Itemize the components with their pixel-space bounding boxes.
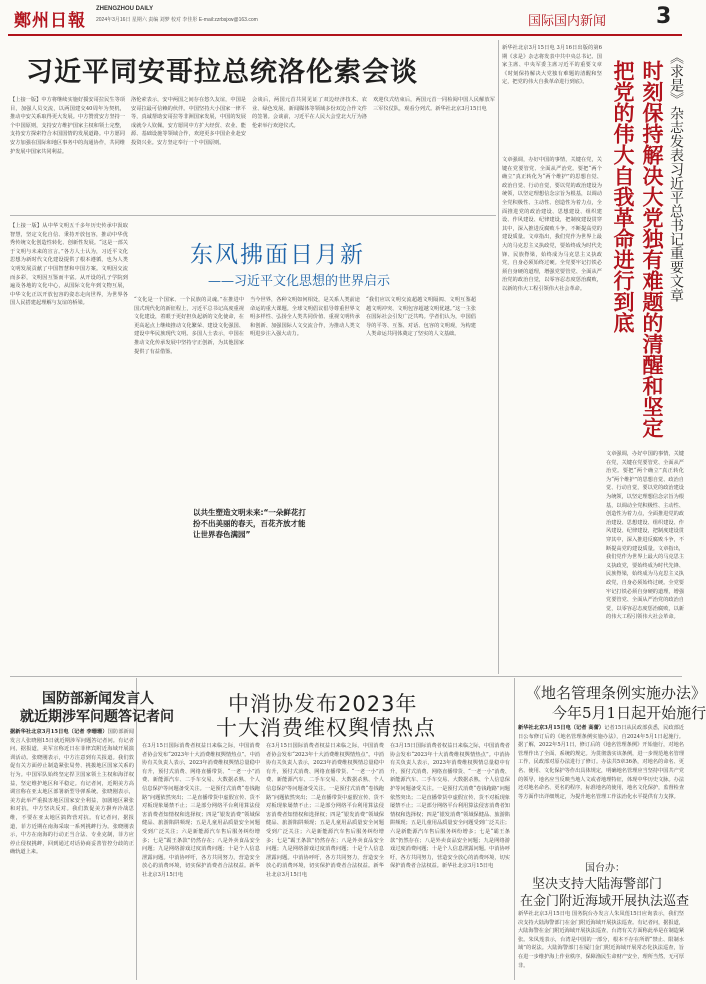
- divider-right-column: [514, 678, 515, 980]
- regulation-body: [518, 724, 684, 854]
- regulation-headline-2: 今年5月1日起开始施行: [552, 704, 706, 722]
- defense-dateline: 据新华社北京3月15日电（记者 李珊珊）: [10, 729, 108, 735]
- issue-info: 2024年3月16日 星期六 责编 刘梦 校对 李佳彤 E-mail:zzrbsjxw@163.com: [96, 17, 258, 23]
- consumer-col-2: 在3月15日国际消费者权益日来临之际，中国消费者协会发布“2023年十大消费维权舆情热点”。中消协有关负责人表示，2023年消费维权舆情总量稳中有升，预付式消费、网络直播带货、“一老一小”消费、新能源汽车、二手车交易、大数据杀熟、个人信息保护等问题备受关注。一是预付式消费“卷钱跑路”问题依然突出；二是直播带货中虚假宣传、货不对板现象屡禁不止；三是部分网络平台利用算法侵害消费者知情权和选择权；四是“银发消费”领域保健品、旅游陷阱频现；五是儿童用品质量安全问题受到广泛关注；六是新能源汽车售后服务纠纷增多；七是“霸王条款”仍然存在；八是外卖食品安全问题；九是网络游戏过度消费问题；十是个人信息泄露问题。中消协呼吁，各方共同努力，营造安全放心的消费环境，切实保护消费者合法权益。新华社北京3月15日电: [266, 743, 384, 878]
- consumer-headline-2: 十大消费维权舆情热点: [216, 716, 436, 740]
- defense-text: 国防部新闻发言人张晓刚15日就近期涉军问题答记者问。有记者问，据报道，美军宣称近日在菲律宾附近海域开展演训活动。张晓刚表示，中方注意到有关报道。我们敦促有关方面停止制造紧张局势、挑拨地区国家关系的行为。中国军队始终坚定捍卫国家领土主权和海洋权益，坚定维护地区和平稳定。有记者问，近期美方高调宣称在亚太地区部署新型导弹系统。张晓刚表示，美方此举严重损害地区国家安全利益，加剧地区紧张和对抗，中方坚决反对。我们敦促美方摒弃冷战思维，不要在亚太地区搞阵营对抗。有记者问，据报道，菲方近期在南海采取一系列挑衅行为。张晓刚表示，中方在南海的行动正当合法、专业克制，菲方应停止侵权挑衅，回到通过对话协商妥善管控分歧的正确轨道上来。: [10, 729, 134, 856]
- consumer-headline-1: 中消协发布2023年: [228, 692, 418, 716]
- consumer-col-1: 在3月15日国际消费者权益日来临之际，中国消费者协会发布“2023年十大消费维权舆情热点”。中消协有关负责人表示，2023年消费维权舆情总量稳中有升，预付式消费、网络直播带货、“一老一小”消费、新能源汽车、二手车交易、大数据杀熟、个人信息保护等问题备受关注。一是预付式消费“卷钱跑路”问题依然突出；二是直播带货中虚假宣传、货不对板现象屡禁不止；三是部分网络平台利用算法侵害消费者知情权和选择权；四是“银发消费”领域保健品、旅游陷阱频现；五是儿童用品质量安全问题受到广泛关注；六是新能源汽车售后服务纠纷增多；七是“霸王条款”仍然存在；八是外卖食品安全问题；九是网络游戏过度消费问题；十是个人信息泄露问题。中消协呼吁，各方共同努力，营造安全放心的消费环境，切实保护消费者合法权益。新华社北京3月15日电: [142, 743, 260, 878]
- main-headline: 习近平同安哥拉总统洛伦索会谈: [26, 57, 418, 88]
- feature-title: 东风拂面日月新: [190, 242, 365, 268]
- taiwan-headline-1: 坚决支持大陆海警部门: [532, 877, 663, 892]
- regulation-text: 记者15日从民政部获悉，民政部近日公布修订后的《地名管理条例实施办法》，自2024年5月1日起施行。据了解，2022年5月1日，修订后的《地名管理条例》开始施行，对地名管理作出了全面、系统的规定。为贯彻落实该条例，进一步规范地名管理工作，民政部对原办法进行了修订。办法共5章36条，对地名的命名、更名、使用、文化保护等作出具体规定，明确地名管理应当坚持中国共产党的领导，地名应当反映当地人文或者地理特征，体现中华历史文脉。办法还对地名命名、更名的程序，标准地名的使用，地名文化保护，监督检查等方面作出详细规定，为提升地名管理工作法治化水平提供有力支撑。: [518, 725, 685, 800]
- divider-lead: [10, 215, 496, 216]
- qiushi-lead: 新华社北京3月15日电 3月16日出版的第6期《求是》杂志将发表中共中央总书记、国家主席、中央军委主席习近平的重要文章《时刻保持解决大党独有难题的清醒和坚定，把党的伟大自我革命进行到底》。: [502, 45, 602, 86]
- feature-subtitle: ——习近平文化思想的世界启示: [208, 274, 391, 289]
- newspaper-logo: 鄭州日報: [14, 11, 86, 31]
- feature-col-1: 【上接一版】从中华文明五千多年历史传承中汲取智慧，坚定文化自信、秉持开放包容，推动中华优秀传统文化创造性转化、创新性发展。“这是一部关于文明与未来的宣言。”各方人士认为，习近平文化思想为新时代文化建设提供了根本遵循，也为人类文明发展贡献了中国智慧和中国方案。文明因交流而多彩，文明因互鉴而丰富。从开设的孔子学院到遍及各地的文化中心，从国际文化年到文物互展，中华文化正以开放包容的姿态走向世界，为世界各国人民搭建起理解与友谊的桥梁。: [10, 223, 128, 307]
- masthead: [8, 4, 680, 32]
- feature-col-4: “我们应以文明交流超越文明隔阂、文明互鉴超越文明冲突、文明包容超越文明优越。”这一主张在国际社会引发广泛共鸣。学者们认为，中国倡导的平等、互鉴、对话、包容的文明观，为构建人类命运共同体奠定了坚实的人文基础。: [366, 297, 476, 338]
- taiwan-kicker: 国台办：: [585, 863, 625, 874]
- taiwan-body: 新华社北京3月15日电 国务院台办发言人朱凤莲15日应询表示，我们坚决支持大陆海警部门在金门附近海域开展执法巡查。有记者问，据报道，大陆海警在金门附近海域开展执法巡查，台湾有关方面称此举是在制造紧张。朱凤莲表示，台湾是中国的一部分，根本不存在所谓“禁止、限制水域”的说法。大陆海警部门在厦门金门附近海域开展常态化执法巡查，旨在进一步维护海上作业秩序，保障渔民生命财产安全，理所当然，无可厚非。: [518, 911, 685, 969]
- qiushi-body-2: 文章强调，办好中国的事情，关键在党，关键在党要管党、全面从严治党。要把“两个确立”真正转化为“两个维护”的思想自觉、政治自觉、行动自觉，要以党的政治建设为统领，以坚定理想信念宗旨为根基，以调动全党积极性、主动性、创造性为着力点，全面推进党的政治建设、思想建设、组织建设、作风建设、纪律建设，把制度建设贯穿其中，深入推进反腐败斗争，不断提高党的建设质量。文章指出，我们党作为世界上最大的马克思主义执政党，要始终成为时代先锋、民族脊梁，始终成为马克思主义执政党，自身必须始终过硬。全党要牢记打铁必须自身硬的道理，增强党要管党、全面从严治党的政治自觉，以零容忍态度惩治腐败，以新的伟大工程引领伟大社会革命。: [606, 451, 684, 621]
- lead-story-col-2: 洛伦索表示，安中两国之间存在悠久友谊，中国是安哥拉最可信赖的伙伴。中国坚持大小国家一律平等，真诚帮助安哥拉等非洲国家发展，中国的发展成就令人钦佩。安方愿同中方扩大经贸、农业、能源、基础设施等领域合作，欢迎更多中国企业赴安投资兴业。安方坚定奉行一个中国原则。: [131, 97, 246, 146]
- pull-quote: 以共生塑造文明未来:“一朵鲜花打扮不出美丽的春天，百花齐放才能让世界春色满园”: [190, 505, 314, 542]
- regulation-dateline: 新华社北京3月15日电（记者 高蕾）: [518, 725, 605, 731]
- defense-body: [10, 728, 134, 980]
- qiushi-headline: 时刻保持解决大党独有难题的清醒和坚定 把党的伟大自我革命进行到底: [611, 60, 664, 438]
- feature-col-2: “文化是一个国家、一个民族的灵魂。”在推进中国式现代化的新征程上，习近平总书记高度重视文化建设，着眼于更好担负起新的文化使命，在更高起点上继续推动文化繁荣、建设文化强国、建设中华民族现代文明。多国人士表示，中国在推动文化传承发展中坚持守正创新，为其他国家提供了有益借鉴。: [134, 297, 244, 355]
- section-title: 国际国内新闻: [528, 14, 607, 29]
- qiushi-body-1: 文章强调，办好中国的事情，关键在党，关键在党要管党、全面从严治党。要把“两个确立”真正转化为“两个维护”的思想自觉、政治自觉、行动自觉，要以党的政治建设为统领，以坚定理想信念宗旨为根基，以调动全党积极性、主动性、创造性为着力点，全面推进党的政治建设、思想建设、组织建设、作风建设、纪律建设，把制度建设贯穿其中，深入推进反腐败斗争，不断提高党的建设质量。文章指出，我们党作为世界上最大的马克思主义执政党，要始终成为时代先锋、民族脊梁，始终成为马克思主义执政党，自身必须始终过硬。全党要牢记打铁必须自身硬的道理，增强党要管党、全面从严治党的政治自觉，以零容忍态度惩治腐败，以新的伟大工程引领伟大社会革命。: [502, 157, 602, 292]
- logo-english: ZHENGZHOU DAILY: [96, 6, 154, 12]
- consumer-col-3: 在3月15日国际消费者权益日来临之际，中国消费者协会发布“2023年十大消费维权舆情热点”。中消协有关负责人表示，2023年消费维权舆情总量稳中有升，预付式消费、网络直播带货、“一老一小”消费、新能源汽车、二手车交易、大数据杀熟、个人信息保护等问题备受关注。一是预付式消费“卷钱跑路”问题依然突出；二是直播带货中虚假宣传、货不对板现象屡禁不止；三是部分网络平台利用算法侵害消费者知情权和选择权；四是“银发消费”领域保健品、旅游陷阱频现；五是儿童用品质量安全问题受到广泛关注；六是新能源汽车售后服务纠纷增多；七是“霸王条款”仍然存在；八是外卖食品安全问题；九是网络游戏过度消费问题；十是个人信息泄露问题。中消协呼吁，各方共同努力，营造安全放心的消费环境，切实保护消费者合法权益。新华社北京3月15日电: [390, 743, 510, 870]
- defense-headline-2: 就近期涉军问题答记者问: [20, 709, 174, 725]
- divider-feature-right: [498, 40, 499, 674]
- lead-story-col-1: 【上接一版】中方将继续实施好援安哥拉民生等项目，加强人员交流，以两国建交40周年为契机，推动中安关系取得更大发展。中方赞赏安方坚持一个中国原则，支持安方维护国家主权和领土完整，支持安方探索符合本国国情的发展道路。中方愿同安方加强在国际和地区事务中的沟通协作，共同维护发展中国家共同利益。: [10, 97, 125, 155]
- regulation-headline-1: 《地名管理条例实施办法》: [526, 684, 706, 702]
- divider-mid: [10, 676, 682, 677]
- lead-story-col-3: 会谈后，两国元首共同见证了双边经济技术、农业、绿色发展、新闻媒体等领域多份双边合作文件的签署。会谈前，习近平在人民大会堂北大厅为洛伦索举行欢迎仪式。: [252, 97, 367, 129]
- taiwan-headline-2: 在金门附近海域开展执法巡查: [520, 894, 690, 909]
- qiushi-kicker: 《求是》杂志发表习近平总书记重要文章: [668, 50, 684, 302]
- masthead-rule: [8, 34, 682, 36]
- defense-headline-1: 国防部新闻发言人: [42, 691, 154, 707]
- feature-col-3: 当今世界，各种文明如何相处，是关系人类前途命运的重大课题。全球文明倡议倡导尊重世界文明多样性、弘扬全人类共同价值、重视文明传承和创新、加强国际人文交流合作，为推动人类文明进步注入强大动力。: [250, 297, 360, 338]
- page-number: 3: [656, 4, 672, 29]
- lead-story-col-4: 欢迎仪式结束后，两国元首一同检阅中国人民解放军三军仪仗队，观看分列式。新华社北京3月15日电: [373, 97, 495, 112]
